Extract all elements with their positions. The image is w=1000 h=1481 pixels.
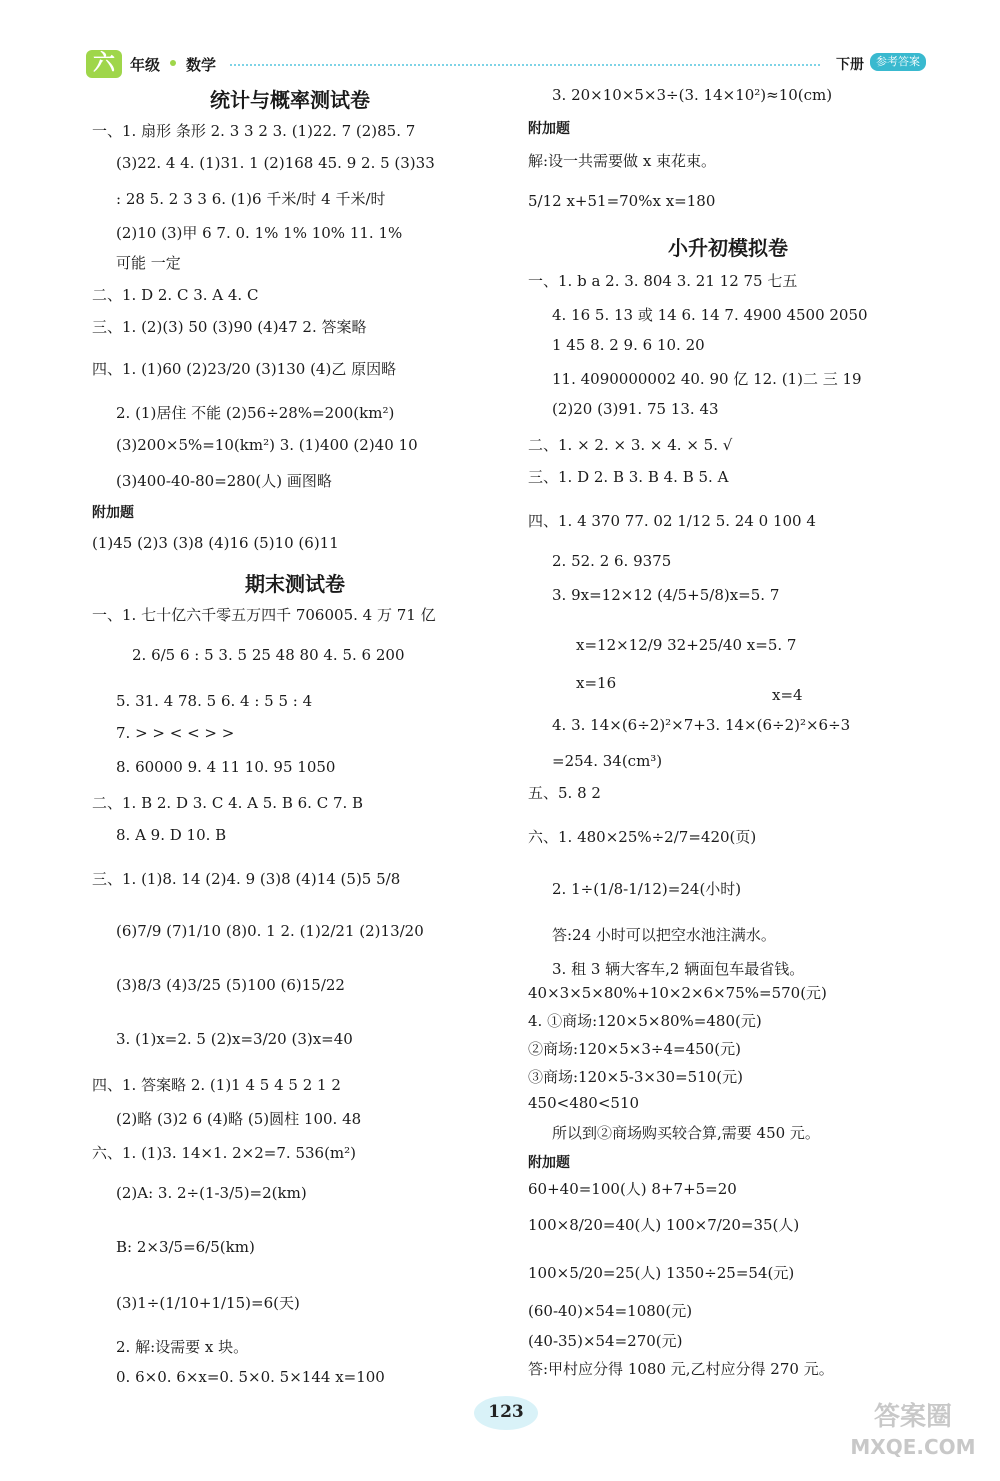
answer-line: 4. 16 5. 13 或 14 6. 14 7. 4900 4500 2050 — [552, 306, 868, 324]
answer-line: 4. ①商场:120×5×80%=480(元) — [528, 1012, 762, 1030]
answer-line: 1 45 8. 2 9. 6 10. 20 — [552, 336, 705, 354]
answer-line: 60+40=100(人) 8+7+5=20 — [528, 1180, 737, 1198]
answer-line: (2)20 (3)91. 75 13. 43 — [552, 400, 719, 418]
answer-line: 六、1. (1)3. 14×1. 2×2=7. 536(m²) — [92, 1144, 357, 1162]
answer-line: 一、1. b a 2. 3. 804 3. 21 12 75 七五 — [528, 272, 798, 290]
answer-line: 3. 20×10×5×3÷(3. 14×10²)≈10(cm) — [552, 86, 833, 104]
answer-line: 8. 60000 9. 4 11 10. 95 1050 — [116, 758, 336, 776]
answer-line: (2)10 (3)甲 6 7. 0. 1% 1% 10% 11. 1% — [116, 224, 403, 242]
watermark-url: MXQE.COM — [850, 1435, 976, 1459]
answer-line: 0. 6×0. 6×x=0. 5×0. 5×144 x=100 — [116, 1368, 385, 1386]
answer-line: (2)略 (3)2 6 (4)略 (5)圆柱 100. 48 — [116, 1110, 362, 1128]
extra-answers-stats: (1)45 (2)3 (3)8 (4)16 (5)10 (6)11 — [92, 534, 339, 552]
answer-line: 所以到②商场购买较合算,需要 450 元。 — [552, 1124, 820, 1142]
answer-line: =254. 34(cm³) — [552, 752, 663, 770]
answer-line: 四、1. 答案略 2. (1)1 4 5 4 5 2 1 2 — [92, 1076, 341, 1094]
answer-line: 解:设一共需要做 x 束花束。 — [528, 152, 717, 170]
answer-line: 5. 31. 4 78. 5 6. 4 : 5 5 : 4 — [116, 692, 313, 710]
answer-line: 四、1. 4 370 77. 02 1/12 5. 24 0 100 4 — [528, 512, 816, 530]
answer-line: 三、1. (1)8. 14 (2)4. 9 (3)8 (4)14 (5)5 5/8 — [92, 870, 401, 888]
answer-line: (3)200×5%=10(km²) 3. (1)400 (2)40 10 — [116, 436, 418, 454]
answer-line: 100×5/20=25(人) 1350÷25=54(元) — [528, 1264, 795, 1282]
answer-line: 二、1. × 2. × 3. × 4. × 5. √ — [528, 436, 733, 454]
answer-line: (2)A: 3. 2÷(1-3/5)=2(km) — [116, 1184, 307, 1202]
answer-line: 4. 3. 14×(6÷2)²×7+3. 14×(6÷2)²×6÷3 — [552, 716, 851, 734]
watermark-text: 答案圈 — [873, 1402, 952, 1432]
section-title-mock: 小升初模拟卷 — [668, 236, 788, 260]
answer-line: 5/12 x+51=70%x x=180 — [528, 192, 716, 210]
answer-line: (40-35)×54=270(元) — [528, 1332, 683, 1350]
answer-line: (60-40)×54=1080(元) — [528, 1302, 693, 1320]
answer-line: (3)1÷(1/10+1/15)=6(天) — [116, 1294, 300, 1312]
answer-line: 六、1. 480×25%÷2/7=420(页) — [528, 828, 757, 846]
subject-label: 数学 — [186, 56, 217, 74]
answer-line: 一、1. 扇形 条形 2. 3 3 2 3. (1)22. 7 (2)85. 7 — [92, 122, 416, 140]
answer-line: 7. > > < < > > — [116, 724, 235, 742]
answer-line: B: 2×3/5=6/5(km) — [116, 1238, 255, 1256]
grade-label: 年级 — [130, 56, 161, 74]
answer-line: 3. 租 3 辆大客车,2 辆面包车最省钱。 — [552, 960, 805, 978]
answer-line: 2. 6/5 6 : 5 3. 5 25 48 80 4. 5. 6 200 — [132, 646, 405, 664]
answer-line: 8. A 9. D 10. B — [116, 826, 227, 844]
answer-line: 答:甲村应分得 1080 元,乙村应分得 270 元。 — [528, 1360, 834, 1378]
watermark-logo — [838, 1402, 988, 1472]
answer-line: x=16 — [576, 674, 617, 692]
answer-line: (3)400-40-80=280(人) 画图略 — [116, 472, 332, 490]
answer-line: x=4 — [772, 686, 803, 704]
answer-line: 三、1. (2)(3) 50 (3)90 (4)47 2. 答案略 — [92, 318, 367, 336]
answer-line: 二、1. D 2. C 3. A 4. C — [92, 286, 259, 304]
answer-line: 2. 1÷(1/8-1/12)=24(小时) — [552, 880, 742, 898]
grade-badge: 六 — [86, 50, 122, 78]
extra-title-stats: 附加题 — [92, 505, 134, 521]
answer-line: (3)22. 4 4. (1)31. 1 (2)168 45. 9 2. 5 (3)33 — [116, 154, 435, 172]
page-header — [0, 0, 1000, 80]
answer-line: 2. (1)居住 不能 (2)56÷28%=200(km²) — [116, 404, 395, 422]
page-number: 123 — [488, 1402, 524, 1422]
answer-line: ②商场:120×5×3÷4=450(元) — [528, 1040, 741, 1058]
answer-line: 11. 4090000002 40. 90 亿 12. (1)二 三 19 — [552, 370, 862, 388]
answer-line: 二、1. B 2. D 3. C 4. A 5. B 6. C 7. B — [92, 794, 364, 812]
answer-line: 2. 52. 2 6. 9375 — [552, 552, 672, 570]
answer-line: 五、5. 8 2 — [528, 784, 601, 802]
answer-line: 3. (1)x=2. 5 (2)x=3/20 (3)x=40 — [116, 1030, 353, 1048]
section-title-final: 期末测试卷 — [245, 572, 345, 596]
answer-line: 3. 9x=12×12 (4/5+5/8)x=5. 7 — [552, 586, 780, 604]
volume-label: 下册 — [836, 57, 864, 73]
answer-line: : 28 5. 2 3 3 6. (1)6 千米/时 4 千米/时 — [116, 190, 386, 208]
answer-line: 2. 解:设需要 x 块。 — [116, 1338, 249, 1356]
header-divider — [230, 64, 820, 66]
answer-line: 三、1. D 2. B 3. B 4. B 5. A — [528, 468, 729, 486]
answer-line: ③商场:120×5-3×30=510(元) — [528, 1068, 743, 1086]
answer-line: 40×3×5×80%+10×2×6×75%=570(元) — [528, 984, 827, 1002]
separator-dot — [170, 60, 176, 66]
answer-tag: 参考答案 — [870, 53, 926, 71]
answer-line: (6)7/9 (7)1/10 (8)0. 1 2. (1)2/21 (2)13/20 — [116, 922, 424, 940]
answer-line: 答:24 小时可以把空水池注满水。 — [552, 926, 776, 944]
answer-line: 100×8/20=40(人) 100×7/20=35(人) — [528, 1216, 800, 1234]
section-title-stats: 统计与概率测试卷 — [210, 88, 370, 112]
answer-line: x=12×12/9 32+25/40 x=5. 7 — [576, 636, 797, 654]
answer-line: 可能 一定 — [116, 254, 181, 272]
answer-line: 一、1. 七十亿六千零五万四千 706005. 4 万 71 亿 — [92, 606, 436, 624]
answer-line: (3)8/3 (4)3/25 (5)100 (6)15/22 — [116, 976, 345, 994]
answer-line: 450<480<510 — [528, 1094, 640, 1112]
extra-title-right: 附加题 — [528, 121, 570, 137]
answer-line: 四、1. (1)60 (2)23/20 (3)130 (4)乙 原因略 — [92, 360, 397, 378]
extra-title-mock: 附加题 — [528, 1155, 570, 1171]
